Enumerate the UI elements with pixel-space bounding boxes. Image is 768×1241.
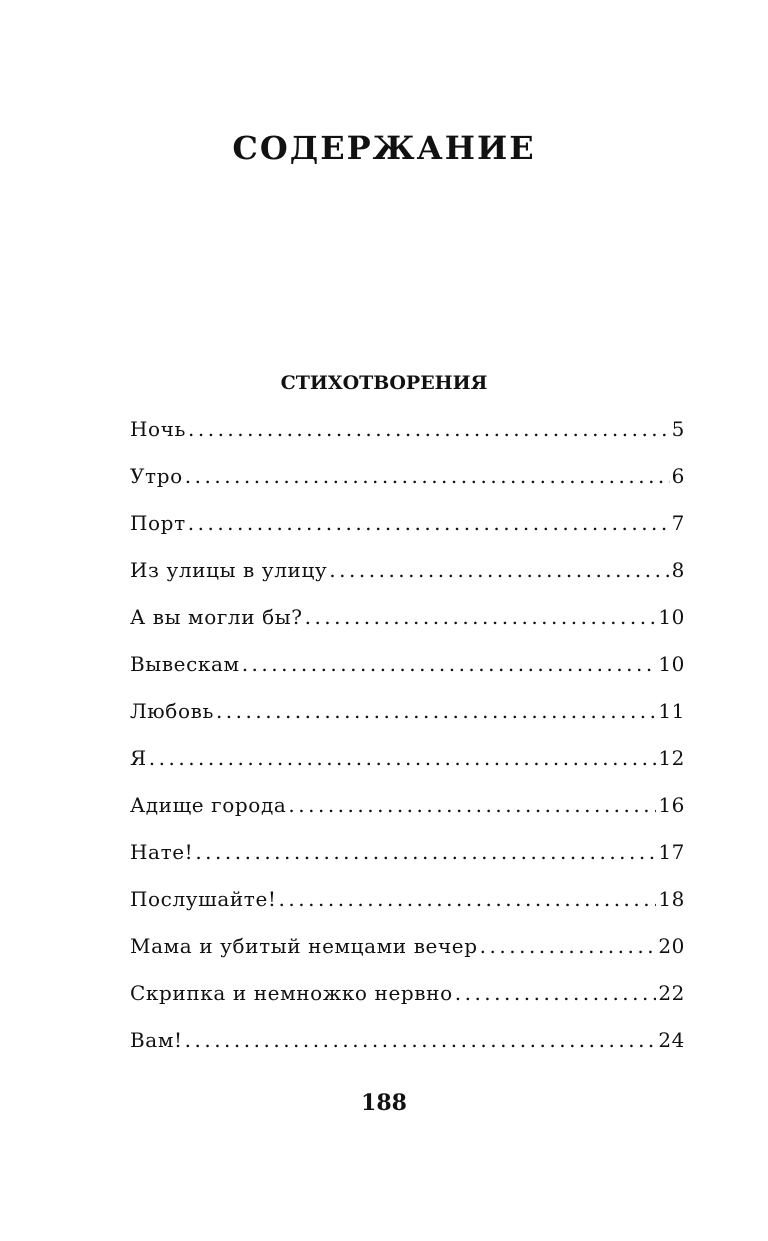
dot-leader	[185, 461, 670, 491]
toc-entry-page: 8	[671, 558, 685, 582]
toc-entry	[130, 837, 685, 884]
page-title: СОДЕРЖАНИЕ	[232, 129, 536, 167]
toc-entry-page: 16	[658, 793, 685, 817]
toc-entry-title: Я	[130, 746, 147, 770]
toc-entry	[130, 1025, 685, 1072]
toc-entry-title: Любовь	[130, 699, 214, 723]
dot-leader	[188, 414, 670, 444]
dot-leader	[288, 790, 656, 820]
toc-entry-title: Вывескам	[130, 652, 240, 676]
section-heading: СТИХОТВОРЕНИЯ	[280, 372, 488, 394]
toc-entry	[130, 696, 685, 743]
toc-entry-title: А вы могли бы?	[130, 605, 303, 629]
dot-leader	[149, 743, 657, 773]
toc-entry-title: Ночь	[130, 417, 186, 441]
dot-leader	[216, 696, 656, 726]
toc-entry-title: Утро	[130, 464, 183, 488]
toc-entry-page: 5	[671, 417, 685, 441]
toc-entry-title: Скрипка и немножко нервно	[130, 981, 453, 1005]
toc-entry	[130, 414, 685, 461]
toc-entry-title: Нате!	[130, 840, 194, 864]
dot-leader	[185, 1025, 657, 1055]
toc-entry-page: 20	[658, 934, 685, 958]
dot-leader	[242, 649, 657, 679]
dot-leader	[279, 884, 657, 914]
toc-entry-page: 17	[658, 840, 685, 864]
toc-entry-title: Послушайте!	[130, 887, 277, 911]
dot-leader	[188, 508, 670, 538]
toc-entry	[130, 602, 685, 649]
dot-leader	[455, 978, 657, 1008]
toc-entry-page: 24	[658, 1028, 685, 1052]
toc-entry	[130, 931, 685, 978]
dot-leader	[329, 555, 669, 585]
toc-entry	[130, 461, 685, 508]
toc-entry-page: 10	[658, 605, 685, 629]
toc-entry-page: 18	[658, 887, 685, 911]
toc-entry-title: Порт	[130, 511, 186, 535]
toc-entry-title: Адище города	[130, 793, 287, 817]
toc-entry-page: 7	[671, 511, 685, 535]
toc-entry-title: Мама и убитый немцами вечер	[130, 934, 478, 958]
toc-entry	[130, 743, 685, 790]
toc-entry-page: 11	[658, 699, 685, 723]
dot-leader	[480, 931, 657, 961]
table-of-contents	[130, 414, 685, 1072]
toc-entry	[130, 649, 685, 696]
toc-entry	[130, 978, 685, 1025]
toc-entry-page: 22	[658, 981, 685, 1005]
toc-entry-title: Из улицы в улицу	[130, 558, 328, 582]
dot-leader	[305, 602, 657, 632]
toc-entry-title: Вам!	[130, 1028, 183, 1052]
page-number: 188	[361, 1090, 407, 1116]
toc-entry-page: 10	[658, 652, 685, 676]
toc-entry	[130, 884, 685, 931]
toc-entry-page: 12	[658, 746, 685, 770]
toc-entry	[130, 508, 685, 555]
toc-entry-page: 6	[671, 464, 685, 488]
dot-leader	[195, 837, 656, 867]
toc-entry	[130, 555, 685, 602]
toc-entry	[130, 790, 685, 837]
